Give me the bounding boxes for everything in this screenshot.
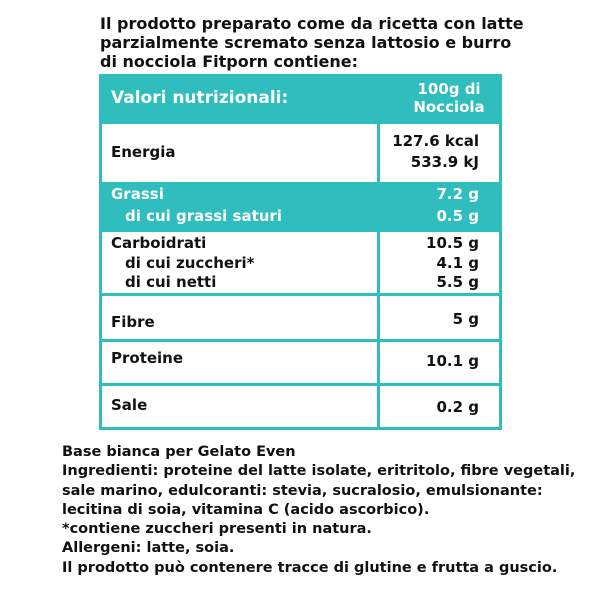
table-header <box>99 74 502 124</box>
row-divider <box>99 293 502 296</box>
row-label-zuccheri: di cui zuccheri* <box>125 254 255 272</box>
row-label-netti: di cui netti <box>125 273 217 291</box>
footer-line: Il prodotto può contenere tracce di glutine e frutta a guscio. <box>62 559 558 576</box>
row-label-saturi: di cui grassi saturi <box>125 207 282 225</box>
table-left-border <box>99 74 102 430</box>
row-divider <box>99 383 502 386</box>
intro-text <box>100 14 570 71</box>
fat-highlight-row <box>99 182 502 230</box>
table-right-border <box>499 74 502 430</box>
footer-line: Allergeni: latte, soia. <box>62 540 235 557</box>
row-label-carboidrati: Carboidrati <box>111 234 207 252</box>
row-label-grassi: Grassi <box>111 185 164 203</box>
row-value-carboidrati: 10.5 g <box>426 234 479 252</box>
row-value-energia-kcal: 127.6 kcal <box>392 132 479 150</box>
nutrition-table <box>99 74 502 430</box>
row-value-energia-kj: 533.9 kJ <box>410 153 479 171</box>
row-divider <box>99 427 502 430</box>
footer-line: *contiene zuccheri presenti in natura. <box>62 521 372 538</box>
row-value-netti: 5.5 g <box>436 273 479 291</box>
footer-line: Ingredienti: proteine del latte isolate, eritritolo, fibre vegetali, <box>62 463 576 480</box>
header-col-line: 100g di <box>417 80 481 98</box>
row-value-zuccheri: 4.1 g <box>436 254 479 272</box>
footer-line: lecitina di soia, vitamina C (acido ascorbico). <box>62 501 430 518</box>
row-value-sale: 0.2 g <box>436 398 479 416</box>
header-label: Valori nutrizionali: <box>111 88 289 108</box>
header-col-line: Nocciola <box>413 98 485 116</box>
row-label-fibre: Fibre <box>111 313 155 331</box>
footer-line: sale marino, edulcoranti: stevia, sucralosio, emulsionante: <box>62 482 543 499</box>
row-value-fibre: 5 g <box>452 310 479 328</box>
row-value-proteine: 10.1 g <box>426 352 479 370</box>
intro-line: parzialmente scremato senza lattosio e burro <box>100 33 512 52</box>
row-label-sale: Sale <box>111 396 148 414</box>
row-label-proteine: Proteine <box>111 349 184 367</box>
header-column-title <box>399 80 499 116</box>
row-divider <box>99 229 502 232</box>
ingredients-footer <box>62 443 582 578</box>
row-divider <box>99 339 502 342</box>
row-value-saturi: 0.5 g <box>436 207 479 225</box>
intro-line: di nocciola Fitporn contiene: <box>100 52 359 71</box>
footer-line: Base bianca per Gelato Even <box>62 444 296 460</box>
row-value-grassi: 7.2 g <box>436 185 479 203</box>
row-label-energia: Energia <box>111 143 176 161</box>
intro-line: Il prodotto preparato come da ricetta con latte <box>100 14 524 33</box>
row-divider <box>99 182 502 185</box>
